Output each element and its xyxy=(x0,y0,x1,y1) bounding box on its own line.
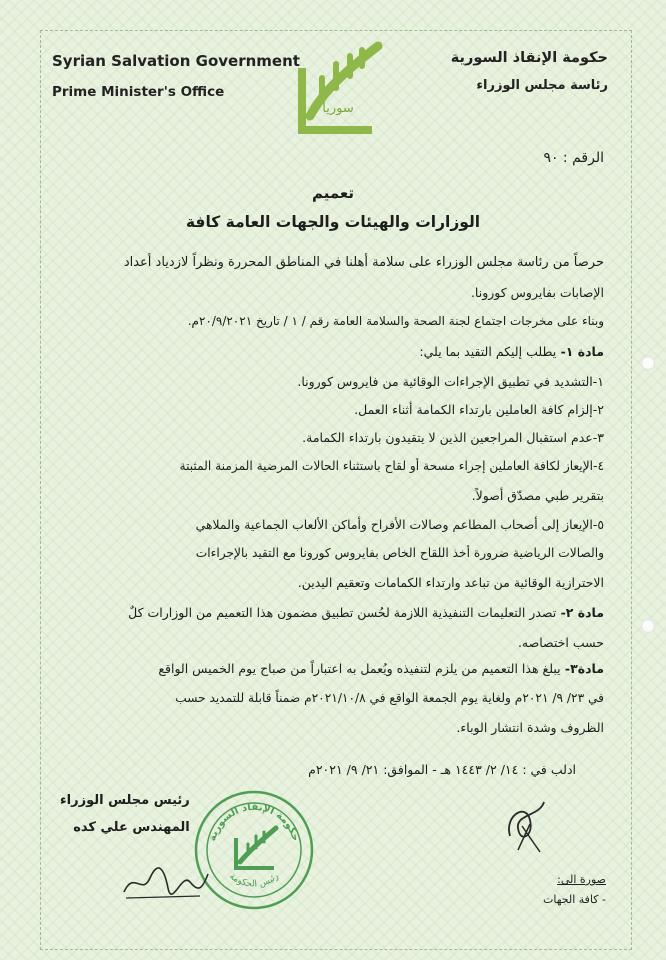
seal-bottom-text: رئيس الحكومة xyxy=(227,871,281,890)
svg-text:حكومة الإنقاذ السورية xyxy=(207,802,301,843)
reference-number: الرقم : ٩٠ xyxy=(543,150,604,166)
header-english-subtitle: Prime Minister's Office xyxy=(52,84,225,100)
official-seal xyxy=(192,788,316,912)
article-1-item-1: ١-التشديد في تطبيق الإجراءات الوقائية من فايروس كورونا. xyxy=(297,374,604,389)
article-2-line-1 xyxy=(128,605,604,620)
article-2-line-2: حسب اختصاصه. xyxy=(517,635,604,650)
article-3-line-2: في ٢٣/ ٩/ ٢٠٢١م ولغاية يوم الجمعة الواقع في ٢٠٢١/١٠/٨م ضمناً قابلة للتمديد حسب xyxy=(175,691,604,705)
intro-line-1: حرصاً من رئاسة مجلس الوزراء على سلامة أهلنا في المناطق المحررة ونظراً لازدياد أعداد xyxy=(123,255,604,270)
header-english-title: Syrian Salvation Government xyxy=(52,52,300,70)
article-1-item-2: ٢-إلزام كافة العاملين بارتداء الكمامة أثناء العمل. xyxy=(354,402,604,417)
article-1-heading xyxy=(419,344,604,359)
article-2-text: تصدر التعليمات التنفيذية اللازمة لحُسن تطبيق مضمون هذا التعميم من الوزارات كلٌ xyxy=(128,605,557,620)
copy-to-item: - كافة الجهات xyxy=(543,893,606,906)
approval-initials xyxy=(500,796,550,856)
punch-hole-bottom xyxy=(641,619,655,633)
signatory-title: رئيس مجلس الوزراء xyxy=(60,793,190,808)
intro-line-3: وبناء على مخرجات اجتماع لجنة الصحة والسلامة العامة رقم / ١ / تاريخ ٢٠/٩/٢٠٢١م. xyxy=(187,314,604,328)
svg-text:رئيس الحكومة xyxy=(227,871,280,889)
seal-top-text: حكومة الإنقاذ السورية xyxy=(207,801,301,843)
header-arabic-subtitle: رئاسة مجلس الوزراء xyxy=(476,78,608,93)
article-1-item-5-cont-2: الاحترازية الوقائية من تباعد وارتداء الكمامات وتعقيم اليدين. xyxy=(297,575,604,590)
article-1-item-5: ٥-الإيعاز إلى أصحاب المطاعم وصالات الأفراح وأماكن الألعاب الجماعية والملاهي xyxy=(195,517,604,532)
article-1-text: يطلب إليكم التقيد بما يلي: xyxy=(419,344,557,359)
signature-block xyxy=(60,793,190,835)
article-3-line-3: الظروف وشدة انتشار الوباء. xyxy=(456,720,604,735)
punch-hole-top xyxy=(641,356,655,370)
circular-title: تعميم xyxy=(311,184,355,202)
government-logo xyxy=(292,38,384,138)
header-arabic xyxy=(451,50,608,93)
article-1-item-4: ٤-الإيعاز لكافة العاملين إجراء مسحة أو لقاح باستثناء الحالات المرضية المزمنة المثبتة xyxy=(179,459,604,473)
intro-line-2: الإصابات بفايروس كورونا. xyxy=(470,285,604,300)
article-1-item-4-cont: بتقرير طبي مصدّق أصولاً. xyxy=(471,488,604,503)
article-3-line-1 xyxy=(158,661,604,676)
issue-date-line: ادلب في : ١٤/ ٢/ ١٤٤٣ هـ - الموافق: ٢١/ ٩/ ٢٠٢١م xyxy=(308,762,576,777)
copy-to-label: صورة الى: xyxy=(557,873,606,886)
article-3-label: مادة٣- xyxy=(560,661,604,676)
circular-addressee: الوزارات والهيئات والجهات العامة كافة xyxy=(185,213,481,231)
article-1-item-3: ٣-عدم استقبال المراجعين الذين لا يتقيدون بارتداء الكمامة. xyxy=(302,430,604,445)
article-1-item-5-cont-1: والصالات الرياضية ضرورة أخذ اللقاح الخاص بفايروس كورونا مع التقيد بالإجراءات xyxy=(195,546,604,560)
article-3-text: يبلغ هذا التعميم من يلزم لتنفيذه ويُعمل به اعتباراً من صباح يوم الخميس الواقع xyxy=(158,661,561,676)
article-2-label: مادة ٢- xyxy=(556,605,604,620)
handwritten-signature xyxy=(120,862,210,902)
header-arabic-title: حكومة الإنقاذ السورية xyxy=(450,50,608,66)
logo-text: سوريا xyxy=(322,101,354,116)
article-1-label: مادة ١- xyxy=(556,344,604,359)
header-english xyxy=(52,52,300,100)
signatory-name: المهندس علي كده xyxy=(73,820,190,835)
